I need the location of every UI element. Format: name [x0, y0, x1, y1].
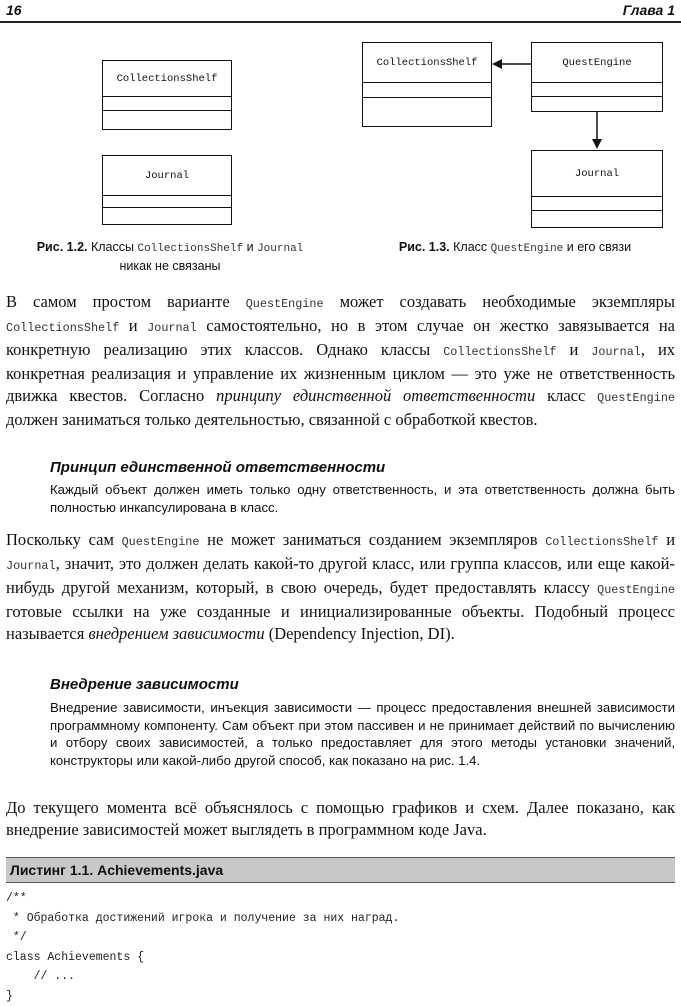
definition-body-srp: Каждый объект должен иметь только одну ответственность, и эта ответственность должна быть полностью инкапсулирована в класс.	[50, 482, 675, 515]
uml-methods-section	[363, 98, 491, 113]
arrow-head-down	[592, 139, 602, 149]
caption-class-name: QuestEngine	[490, 243, 564, 255]
uml-attributes-section	[103, 196, 231, 208]
uml-attributes-section	[532, 83, 662, 97]
chapter-title: Глава 1	[622, 2, 675, 18]
paragraph-1: В самом простом варианте QuestEngine может создавать необходимые экземпляры CollectionsShelf и Journal самостоятельно, но в этом случае он жестко завязывается на конкретную реализацию этих классов. Однако классы CollectionsShelf и Journal, их конкретная реализация и управление их жизненным циклом — это уже не ответственность движка квестов. Согласно принципу единственной ответственности класс QuestEngine должен заниматься только деятельностью, связанной с обработкой квестов.	[6, 292, 676, 429]
figure-caption-1-2: Рис. 1.2. Классы CollectionsShelf и Journal никак не связаны	[36, 240, 304, 273]
paragraph-3: До текущего момента всё объяснялось с помощью графиков и схем. Далее показано, как внедрение зависимостей может выглядеть в программном коде Java.	[6, 798, 675, 839]
uml-class-name: Journal	[532, 151, 662, 197]
listing-title: Листинг 1.1. Achievements.java	[6, 857, 675, 883]
caption-class-name: CollectionsShelf	[137, 243, 244, 255]
caption-class-name: Journal	[257, 243, 304, 255]
uml-attributes-section	[363, 83, 491, 98]
page-number: 16	[6, 2, 22, 18]
uml-methods-section	[532, 97, 662, 111]
uml-methods-section	[532, 211, 662, 225]
listing-code: /** * Обработка достижений игрока и получение за них наград. */ class Achievements { // ... }	[6, 892, 400, 1003]
figure-caption-1-3: Рис. 1.3. Класс QuestEngine и его связи	[398, 240, 632, 255]
caption-label: Рис. 1.3.	[398, 240, 450, 254]
uml-methods-section	[103, 208, 231, 222]
page-header	[0, 0, 681, 22]
uml-class-name: QuestEngine	[532, 43, 662, 83]
uml-attributes-section	[532, 197, 662, 211]
definition-title-di: Внедрение зависимости	[50, 676, 239, 693]
definition-body-di: Внедрение зависимости, инъекция зависимости — процесс предоставления внешней зависимости программному компоненту. Сам объект при этом пассивен и не принимает действий по вычислению и отбору своих зависимостей, а только предоставляет для этого методы установки значений, конструкторы или какой-либо другой способ, как показано на рис. 1.4.	[50, 700, 675, 768]
uml-class-journal-fig3	[531, 150, 663, 228]
uml-class-name: CollectionsShelf	[363, 43, 491, 83]
definition-title-srp: Принцип единственной ответственности	[50, 459, 386, 476]
uml-class-collections-shelf-fig2	[102, 60, 232, 130]
header-rule	[0, 21, 681, 23]
caption-label: Рис. 1.2.	[36, 240, 88, 254]
paragraph-2: Поскольку сам QuestEngine не может заниматься созданием экземпляров CollectionsShelf и Journal, значит, это должен делать какой-то другой класс, или группа классов, или еще какой-нибудь другой механизм, который, в свою очередь, будет предоставлять классу QuestEngine готовые ссылки на уже созданные и инициализированные объекты. Подобный процесс называется внедрением зависимости (Dependency Injection, DI).	[6, 530, 676, 643]
uml-class-journal-fig2	[102, 155, 232, 225]
arrow-head-left	[492, 59, 502, 69]
uml-class-collections-shelf-fig3	[362, 42, 492, 127]
uml-class-quest-engine-fig3	[531, 42, 663, 112]
uml-class-name: Journal	[103, 156, 231, 196]
uml-class-name: CollectionsShelf	[103, 61, 231, 97]
uml-methods-section	[103, 111, 231, 125]
uml-attributes-section	[103, 97, 231, 111]
